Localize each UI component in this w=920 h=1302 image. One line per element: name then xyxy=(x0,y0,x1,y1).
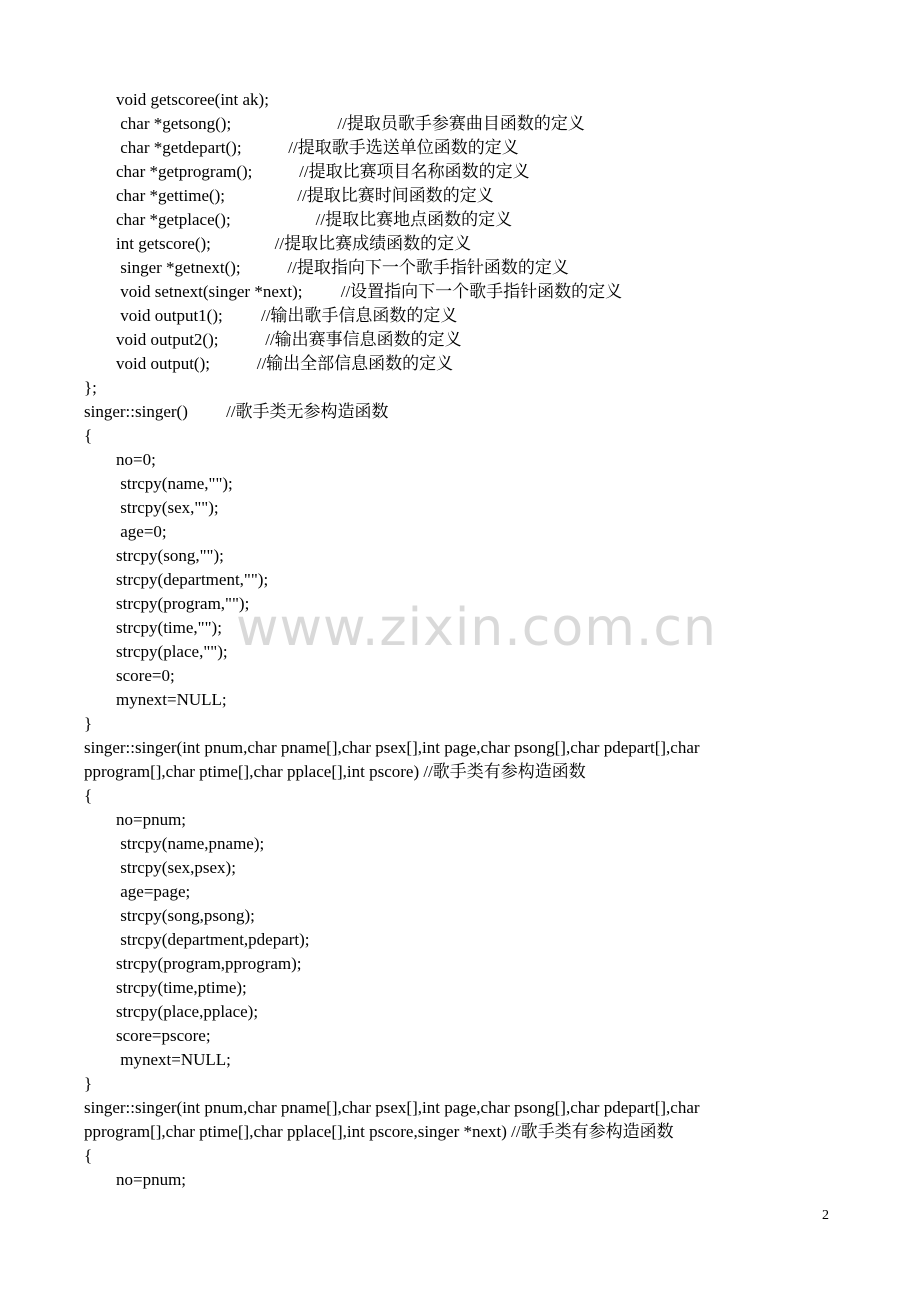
code-line: { xyxy=(84,426,93,445)
code-line: char *getplace(); //提取比赛地点函数的定义 xyxy=(116,210,513,229)
code-line: char *getprogram(); //提取比赛项目名称函数的定义 xyxy=(116,162,530,181)
code-line: char *getdepart(); //提取歌手选送单位函数的定义 xyxy=(116,138,519,157)
code-line: score=0; xyxy=(116,666,175,685)
code-line: strcpy(song,""); xyxy=(116,546,224,565)
code-line: singer *getnext(); //提取指向下一个歌手指针函数的定义 xyxy=(116,258,569,277)
page-number: 2 xyxy=(822,1208,829,1223)
code-line: strcpy(program,pprogram); xyxy=(116,954,302,973)
code-line: void output1(); //输出歌手信息函数的定义 xyxy=(116,306,458,325)
code-line: strcpy(time,ptime); xyxy=(116,978,247,997)
code-line: void setnext(singer *next); //设置指向下一个歌手指针函数的定义 xyxy=(116,282,623,301)
code-line: mynext=NULL; xyxy=(116,1050,231,1069)
code-line: strcpy(time,""); xyxy=(116,618,222,637)
watermark-text: www.zixin.com.cn xyxy=(236,598,717,658)
code-line: { xyxy=(84,1146,93,1165)
code-line: char *gettime(); //提取比赛时间函数的定义 xyxy=(116,186,494,205)
code-line: strcpy(name,pname); xyxy=(116,834,265,853)
code-line: no=0; xyxy=(116,450,156,469)
code-line: void output2(); //输出赛事信息函数的定义 xyxy=(116,330,462,349)
code-line: age=page; xyxy=(116,882,191,901)
code-line: strcpy(sex,""); xyxy=(116,498,219,517)
code-line: age=0; xyxy=(116,522,167,541)
code-line: pprogram[],char ptime[],char pplace[],int pscore,singer *next) //歌手类有参构造函数 xyxy=(84,1122,674,1141)
code-line: } xyxy=(84,714,93,733)
code-line: char *getsong(); //提取员歌手参赛曲目函数的定义 xyxy=(116,114,585,133)
code-line: strcpy(sex,psex); xyxy=(116,858,236,877)
code-line: strcpy(place,""); xyxy=(116,642,228,661)
code-line: { xyxy=(84,786,93,805)
code-line: strcpy(department,pdepart); xyxy=(116,930,310,949)
code-line: } xyxy=(84,1074,93,1093)
code-line: no=pnum; xyxy=(116,1170,187,1189)
code-line: singer::singer(int pnum,char pname[],char psex[],int page,char psong[],char pdepart[],char xyxy=(84,738,700,757)
code-line: no=pnum; xyxy=(116,810,187,829)
code-line: score=pscore; xyxy=(116,1026,211,1045)
code-line: mynext=NULL; xyxy=(116,690,227,709)
code-line: void output(); //输出全部信息函数的定义 xyxy=(116,354,454,373)
code-line: pprogram[],char ptime[],char pplace[],int pscore) //歌手类有参构造函数 xyxy=(84,762,586,781)
code-line: strcpy(song,psong); xyxy=(116,906,255,925)
code-line: strcpy(place,pplace); xyxy=(116,1002,259,1021)
code-line: strcpy(department,""); xyxy=(116,570,269,589)
code-line: singer::singer(int pnum,char pname[],char psex[],int page,char psong[],char pdepart[],char xyxy=(84,1098,700,1117)
code-line: int getscore(); //提取比赛成绩函数的定义 xyxy=(116,234,472,253)
code-line: strcpy(program,""); xyxy=(116,594,250,613)
code-line: void getscoree(int ak); xyxy=(116,90,269,109)
code-line: }; xyxy=(84,378,97,397)
code-line: singer::singer() //歌手类无参构造函数 xyxy=(84,402,389,421)
code-line: strcpy(name,""); xyxy=(116,474,233,493)
